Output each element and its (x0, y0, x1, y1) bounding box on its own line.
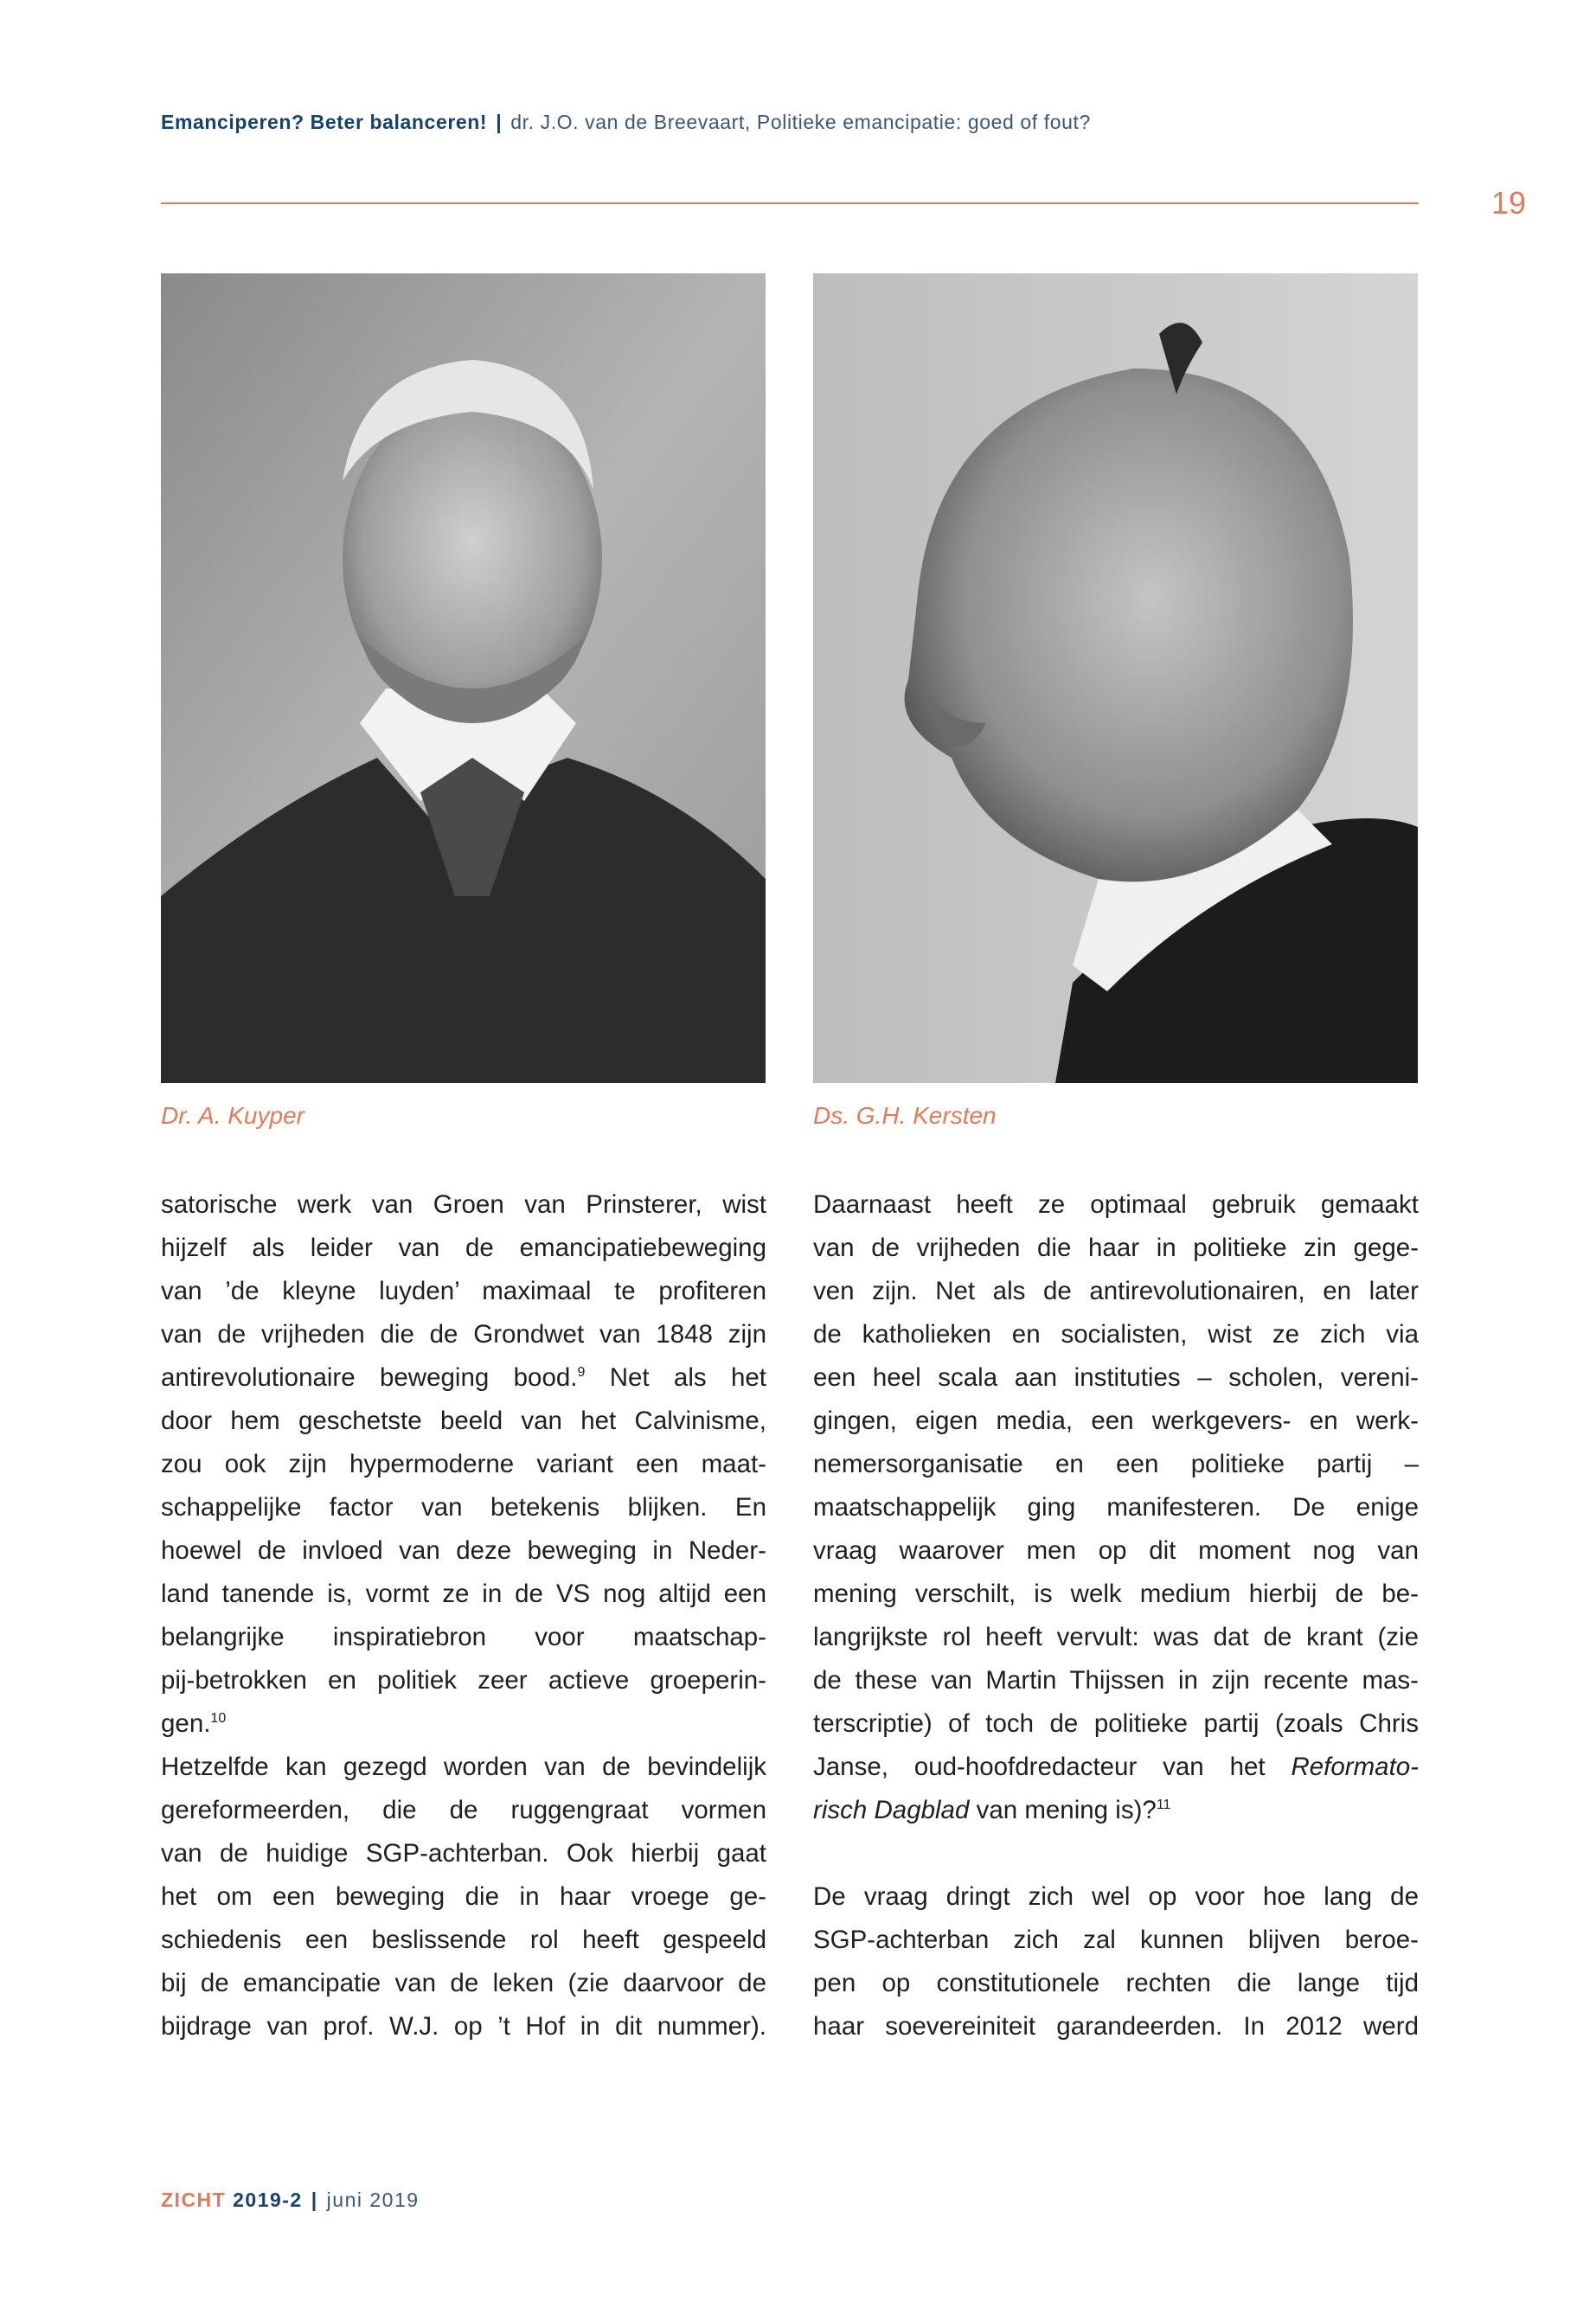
text-line: bij de emancipatie van de leken (zie daarvoor de (161, 1969, 766, 1997)
text-line: zou ook zijn hypermoderne variant een maat- (161, 1450, 766, 1478)
text-line: de katholieken en socialisten, wist ze zich via (813, 1320, 1419, 1349)
text-line: Daarnaast heeft ze optimaal gebruik gemaakt (813, 1190, 1419, 1219)
footnote-ref: 9 (577, 1365, 586, 1381)
text-line: hijzelf als leider van de emancipatiebeweging (161, 1234, 766, 1262)
text-line: risch Dagblad van mening is)?$^{11}$ (813, 1796, 1171, 1824)
text-line: satorische werk van Groen van Prinsterer, wist (161, 1190, 766, 1219)
footnote-ref: 11 (1156, 1798, 1171, 1813)
portrait-photo-kuyper (161, 273, 766, 1083)
text-line: pen op constitutionele rechten die lange tijd (813, 1969, 1419, 1997)
text-line: ven zijn. Net als de antirevolutionairen, en later (813, 1277, 1419, 1305)
text-line: schiedenis een beslissende rol heeft gespeeld (161, 1926, 766, 1954)
text-line: van ’de kleyne luyden’ maximaal te profiteren (161, 1277, 766, 1305)
text-line: haar soevereiniteit garandeerden. In 2012 werd (813, 2012, 1419, 2041)
body-column-right (813, 1183, 1419, 2048)
text-line: antirevolutionaire beweging bood.$^9$ Net als het (161, 1363, 766, 1392)
text-line: pij-betrokken en politiek zeer actieve groeperin- (161, 1666, 766, 1695)
text-line: terscriptie) of toch de politieke partij (zoals Chris (813, 1709, 1419, 1738)
issue-number: 2019-2 (233, 2189, 303, 2211)
page-footer (161, 2189, 420, 2212)
footer-separator: | (311, 2189, 318, 2211)
blank-line (813, 1832, 1419, 1875)
text-line: langrijkste rol heeft vervult: was dat de krant (zie (813, 1623, 1419, 1651)
text-line: Janse, oud-hoofdredacteur van het Reformato- (813, 1753, 1419, 1781)
running-header (161, 111, 1091, 134)
italic-title: risch Dagblad (813, 1796, 970, 1824)
text-line: land tanende is, vormt ze in de VS nog altijd een (161, 1580, 766, 1608)
text-line: vraag waarover men op dit moment nog van (813, 1536, 1419, 1565)
text-line: nemersorganisatie en een politieke partij – (813, 1450, 1419, 1478)
magazine-name: ZICHT (161, 2189, 227, 2211)
text-line: van de vrijheden die haar in politieke zin gege- (813, 1234, 1419, 1262)
footnote-ref: 10 (210, 1711, 227, 1727)
text-line: mening verschilt, is welk medium hierbij de be- (813, 1580, 1419, 1608)
text-line: een heel scala aan instituties – scholen, vereni- (813, 1363, 1419, 1392)
header-rule (161, 202, 1419, 204)
header-separator: | (496, 111, 503, 133)
text-line: gereformeerden, die de ruggengraat vormen (161, 1796, 766, 1824)
text-line: gen.$^{10}$ (161, 1709, 227, 1738)
series-title: Emanciperen? Beter balanceren! (161, 111, 488, 133)
text-line: gingen, eigen media, een werkgevers- en werk- (813, 1407, 1419, 1435)
text-line: De vraag dringt zich wel op voor hoe lang de (813, 1882, 1419, 1911)
text-line: bijdrage van prof. W.J. op ’t Hof in dit nummer). (161, 2012, 766, 2041)
text-line: belangrijke inspiratiebron voor maatschap- (161, 1623, 766, 1651)
article-subtitle: dr. J.O. van de Breevaart, Politieke emancipatie: goed of fout? (510, 111, 1091, 133)
text-line: maatschappelijk ging manifesteren. De enige (813, 1493, 1419, 1522)
text-line: van de vrijheden die de Grondwet van 1848 zijn (161, 1320, 766, 1349)
portrait-photo-kersten (813, 273, 1418, 1083)
text-line: hoewel de invloed van deze beweging in Neder- (161, 1536, 766, 1565)
text-line: de these van Martin Thijssen in zijn recente mas- (813, 1666, 1419, 1695)
text-line: Hetzelfde kan gezegd worden van de bevindelijk (161, 1753, 766, 1781)
text-line: het om een beweging die in haar vroege ge- (161, 1882, 766, 1911)
text-line: van de huidige SGP-achterban. Ook hierbij gaat (161, 1839, 766, 1868)
photo-caption-right: Ds. G.H. Kersten (813, 1102, 997, 1129)
issue-date: juni 2019 (326, 2189, 420, 2211)
text-line: door hem geschetste beeld van het Calvinisme, (161, 1407, 766, 1435)
body-column-left (161, 1183, 766, 2048)
italic-title: Reformato- (1291, 1753, 1419, 1781)
photo-caption-left: Dr. A. Kuyper (161, 1102, 304, 1129)
text-line: schappelijke factor van betekenis blijken. En (161, 1493, 766, 1522)
page-number: 19 (1491, 185, 1527, 221)
text-line: SGP-achterban zich zal kunnen blijven beroe- (813, 1926, 1419, 1954)
